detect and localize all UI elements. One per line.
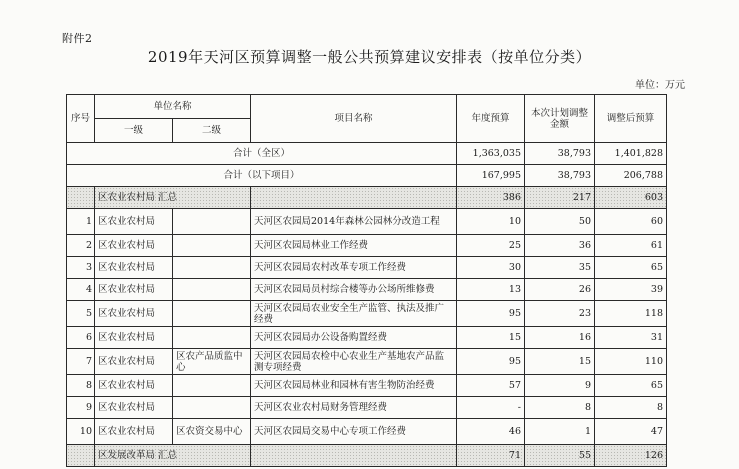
- group-project: [251, 445, 457, 467]
- row-project: 天河区农园局林业工作经费: [251, 235, 457, 257]
- row-adjust: 8: [525, 397, 595, 419]
- header-project: 项目名称: [251, 95, 457, 143]
- row-level2: 区农资交易中心: [173, 419, 251, 445]
- row-level2: 区农产品质监中心: [173, 349, 251, 375]
- row-adjust: 26: [525, 279, 595, 301]
- row-level2: [173, 375, 251, 397]
- row-seq: 1: [67, 209, 95, 235]
- row-after: 61: [595, 235, 667, 257]
- row-after: 31: [595, 327, 667, 349]
- header-after: 调整后预算: [595, 95, 667, 143]
- group-after: 126: [595, 445, 667, 467]
- budget-table: [66, 94, 667, 467]
- group-seq: [67, 445, 95, 467]
- row-level2: [173, 257, 251, 279]
- row-level1: 区农业农村局: [95, 257, 173, 279]
- row-adjust: 1: [525, 419, 595, 445]
- row-level2: [173, 209, 251, 235]
- row-seq: 5: [67, 301, 95, 327]
- row-project: 天河区农园局交易中心专项工作经费: [251, 419, 457, 445]
- row-after: 39: [595, 279, 667, 301]
- group-project: [251, 187, 457, 209]
- table-row: [67, 301, 667, 327]
- row-level2: [173, 279, 251, 301]
- row-seq: 9: [67, 397, 95, 419]
- row-level1: 区农业农村局: [95, 279, 173, 301]
- row-seq: 3: [67, 257, 95, 279]
- row-project: 天河区农园局农检中心农业生产基地农产品监测专项经费: [251, 349, 457, 375]
- header-adjust: 本次计划调整金额: [525, 95, 595, 143]
- row-after: 47: [595, 419, 667, 445]
- row-level1: 区农业农村局: [95, 327, 173, 349]
- row-seq: 8: [67, 375, 95, 397]
- table-row: [67, 235, 667, 257]
- total-label: 合计（以下项目）: [67, 165, 457, 187]
- group-after: 603: [595, 187, 667, 209]
- row-annual: 10: [457, 209, 525, 235]
- total-after: 206,788: [595, 165, 667, 187]
- row-annual: 95: [457, 301, 525, 327]
- header-org: 单位名称: [95, 95, 251, 119]
- row-after: 110: [595, 349, 667, 375]
- header-annual: 年度预算: [457, 95, 525, 143]
- row-annual: 57: [457, 375, 525, 397]
- header-level2: 二级: [173, 119, 251, 143]
- row-level1: 区农业农村局: [95, 349, 173, 375]
- table-row: [67, 257, 667, 279]
- row-level2: [173, 397, 251, 419]
- group-seq: [67, 187, 95, 209]
- row-after: 65: [595, 257, 667, 279]
- row-after: 118: [595, 301, 667, 327]
- total-annual: 167,995: [457, 165, 525, 187]
- row-annual: 46: [457, 419, 525, 445]
- row-adjust: 23: [525, 301, 595, 327]
- group-annual: 71: [457, 445, 525, 467]
- row-annual: 30: [457, 257, 525, 279]
- group-adjust: 217: [525, 187, 595, 209]
- row-annual: -: [457, 397, 525, 419]
- total-row-projects: [67, 165, 667, 187]
- row-level2: [173, 301, 251, 327]
- table-row: [67, 327, 667, 349]
- row-level1: 区农业农村局: [95, 375, 173, 397]
- row-level1: 区农业农村局: [95, 209, 173, 235]
- row-after: 8: [595, 397, 667, 419]
- row-seq: 4: [67, 279, 95, 301]
- group-adjust: 55: [525, 445, 595, 467]
- row-seq: 2: [67, 235, 95, 257]
- row-project: 天河区农业农村局财务管理经费: [251, 397, 457, 419]
- group-label: 区发展改革局 汇总: [95, 445, 251, 467]
- group-summary-row: [67, 445, 667, 467]
- row-project: 天河区农园局农业安全生产监管、执法及推广经费: [251, 301, 457, 327]
- table-row: [67, 209, 667, 235]
- row-adjust: 16: [525, 327, 595, 349]
- table-row: [67, 279, 667, 301]
- header-row-1: [67, 95, 667, 119]
- total-adjust: 38,793: [525, 165, 595, 187]
- group-annual: 386: [457, 187, 525, 209]
- total-label: 合计（全区）: [67, 143, 457, 165]
- row-project: 天河区农园局林业和园林有害生物防治经费: [251, 375, 457, 397]
- row-adjust: 50: [525, 209, 595, 235]
- row-after: 60: [595, 209, 667, 235]
- header-seq: 序号: [67, 95, 95, 143]
- table-row: [67, 397, 667, 419]
- row-adjust: 9: [525, 375, 595, 397]
- group-label: 区农业农村局 汇总: [95, 187, 251, 209]
- row-annual: 25: [457, 235, 525, 257]
- row-project: 天河区农园局农村改革专项工作经费: [251, 257, 457, 279]
- row-annual: 15: [457, 327, 525, 349]
- group-summary-row: [67, 187, 667, 209]
- header-level1: 一级: [95, 119, 173, 143]
- row-seq: 10: [67, 419, 95, 445]
- row-project: 天河区农园局办公设备购置经费: [251, 327, 457, 349]
- row-adjust: 15: [525, 349, 595, 375]
- row-level1: 区农业农村局: [95, 301, 173, 327]
- row-adjust: 36: [525, 235, 595, 257]
- total-row-all: [67, 143, 667, 165]
- total-after: 1,401,828: [595, 143, 667, 165]
- unit-label: 单位：万元: [635, 80, 685, 91]
- row-project: 天河区农园局2014年森林公园林分改造工程: [251, 209, 457, 235]
- attachment-label: 附件2: [62, 32, 93, 45]
- table-row: [67, 419, 667, 445]
- total-adjust: 38,793: [525, 143, 595, 165]
- total-annual: 1,363,035: [457, 143, 525, 165]
- table-row: [67, 349, 667, 375]
- row-annual: 95: [457, 349, 525, 375]
- row-level1: 区农业农村局: [95, 397, 173, 419]
- page-title: 2019年天河区预算调整一般公共预算建议安排表（按单位分类）: [147, 48, 592, 66]
- row-seq: 7: [67, 349, 95, 375]
- row-level2: [173, 327, 251, 349]
- row-level1: 区农业农村局: [95, 419, 173, 445]
- row-annual: 13: [457, 279, 525, 301]
- row-level2: [173, 235, 251, 257]
- row-seq: 6: [67, 327, 95, 349]
- row-after: 65: [595, 375, 667, 397]
- table-row: [67, 375, 667, 397]
- row-adjust: 35: [525, 257, 595, 279]
- row-level1: 区农业农村局: [95, 235, 173, 257]
- row-project: 天河区农园局员村综合楼等办公场所维修费: [251, 279, 457, 301]
